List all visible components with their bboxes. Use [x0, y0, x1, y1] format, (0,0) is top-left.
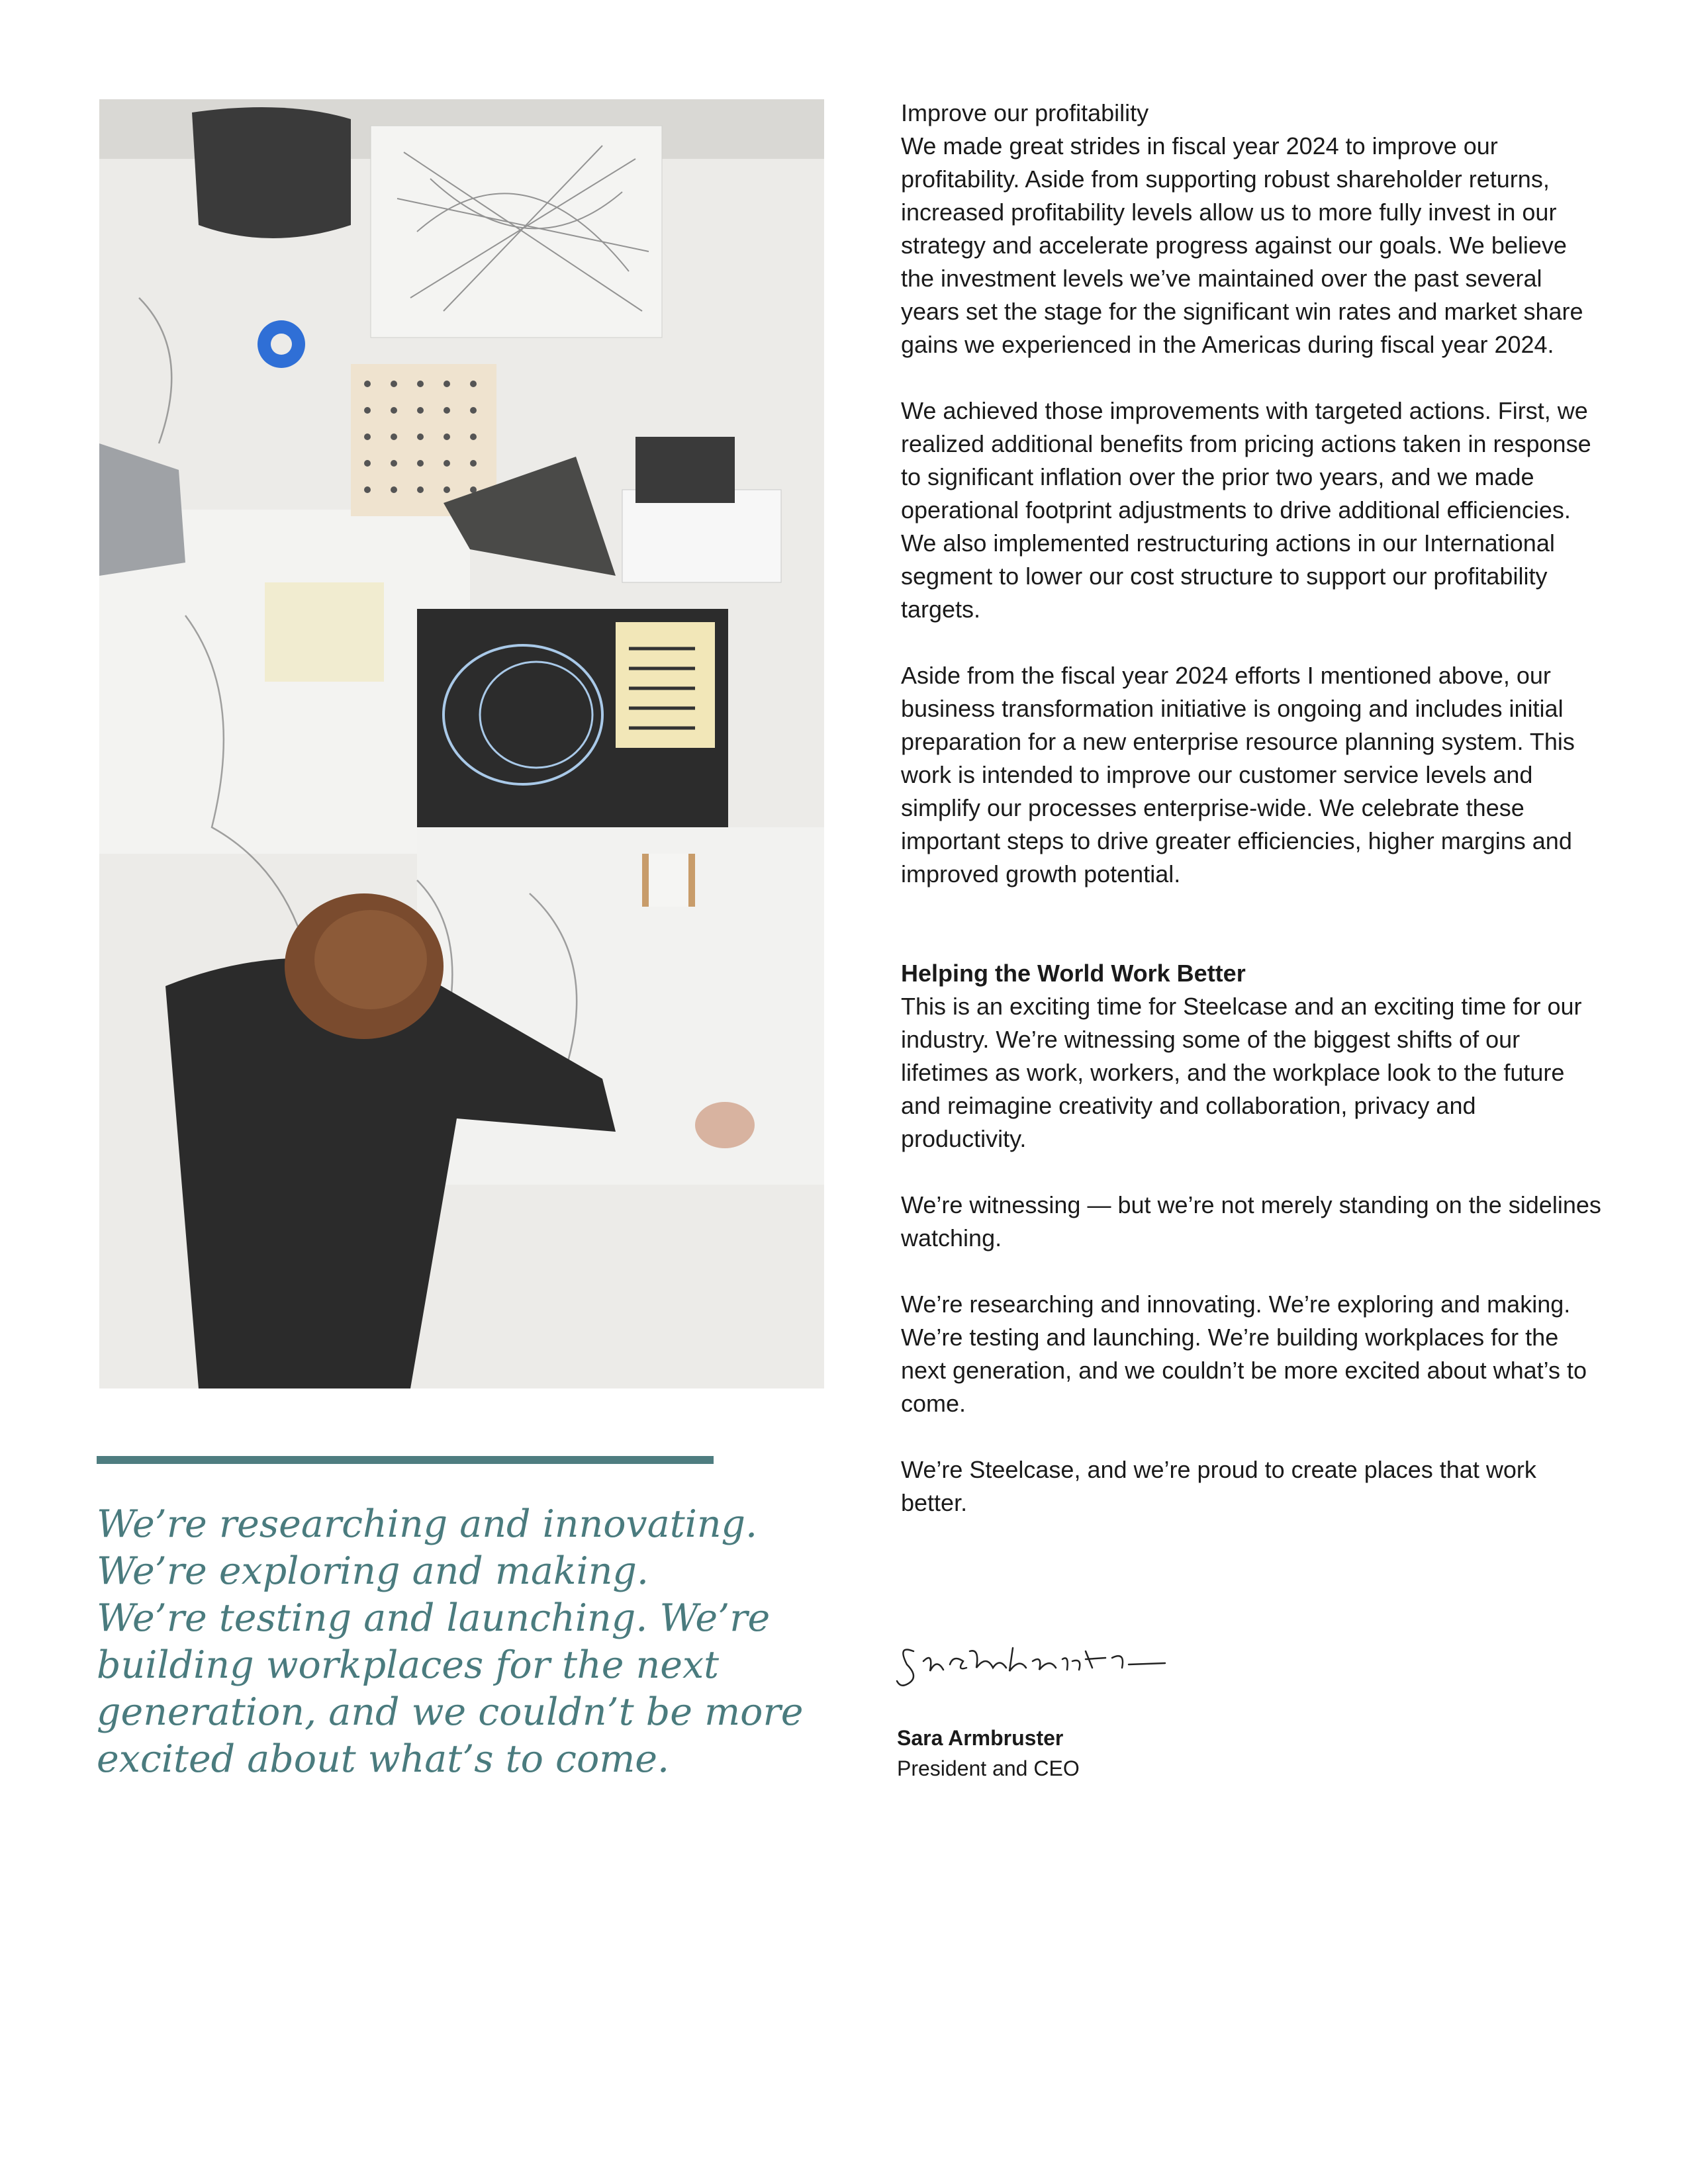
- quote-line: generation, and we couldn’t be more: [97, 1690, 804, 1734]
- signatory-name: Sara Armbruster: [897, 1726, 1064, 1750]
- handwritten-signature: [894, 1631, 1172, 1691]
- paragraph: We’re researching and innovating. We’re exploring and making. We’re testing and launching. We’re building workplaces for the next generation, and we couldn’t be more excited about what’s to come.: [901, 1291, 1587, 1417]
- letter-body: [901, 97, 1603, 1553]
- paragraph: This is an exciting time for Steelcase and an exciting time for our industry. We’re witnessing some of the biggest shifts of our lifetimes as work, workers, and the workplace look to the future and reimagine creativity and collaboration, privacy and productivity.: [901, 993, 1582, 1152]
- workspace-photo-illustration: [99, 99, 824, 1388]
- quote-line: excited about what’s to come.: [97, 1737, 670, 1781]
- signatory-title: President and CEO: [897, 1756, 1080, 1780]
- quote-line: We’re exploring and making.: [97, 1549, 649, 1593]
- section-heading-world: Helping the World Work Better: [901, 960, 1246, 987]
- designer-workspace-photo: [99, 99, 824, 1388]
- paragraph: Aside from the fiscal year 2024 efforts I mentioned above, our business transformation initiative is ongoing and includes initial preparation for a new enterprise resource planning system. This work is intended to improve our customer service levels and simplify our processes enterprise-wide. We celebrate these important steps to drive greater efficiencies, higher margins and improved growth potential.: [901, 662, 1575, 887]
- paragraph: We made great strides in fiscal year 2024 to improve our profitability. Aside from supporting robust shareholder returns, increased profitability levels allow us to more fully invest in our strategy and accelerate progress against our goals. We believe the investment levels we’ve maintained over the past several years set the stage for the significant win rates and market share gains we experienced in the Americas during fiscal year 2024.: [901, 132, 1583, 358]
- quote-line: building workplaces for the next: [97, 1643, 720, 1687]
- paragraph: We’re witnessing — but we’re not merely standing on the sidelines watching.: [901, 1191, 1601, 1251]
- accent-rule: [97, 1456, 714, 1464]
- quote-line: We’re testing and launching. We’re: [97, 1596, 771, 1640]
- quote-line: We’re researching and innovating.: [97, 1502, 758, 1546]
- pull-quote: [97, 1501, 804, 1783]
- paragraph: We achieved those improvements with targeted actions. First, we realized additional benefits from pricing actions taken in response to significant inflation over the prior two years, and we made operational footprint adjustments to drive additional efficiencies. We also implemented restructuring actions in our International segment to lower our cost structure to support our profitability targets.: [901, 397, 1591, 623]
- section-heading-profitability: Improve our profitability: [901, 99, 1149, 126]
- paragraph: We’re Steelcase, and we’re proud to create places that work better.: [901, 1456, 1536, 1516]
